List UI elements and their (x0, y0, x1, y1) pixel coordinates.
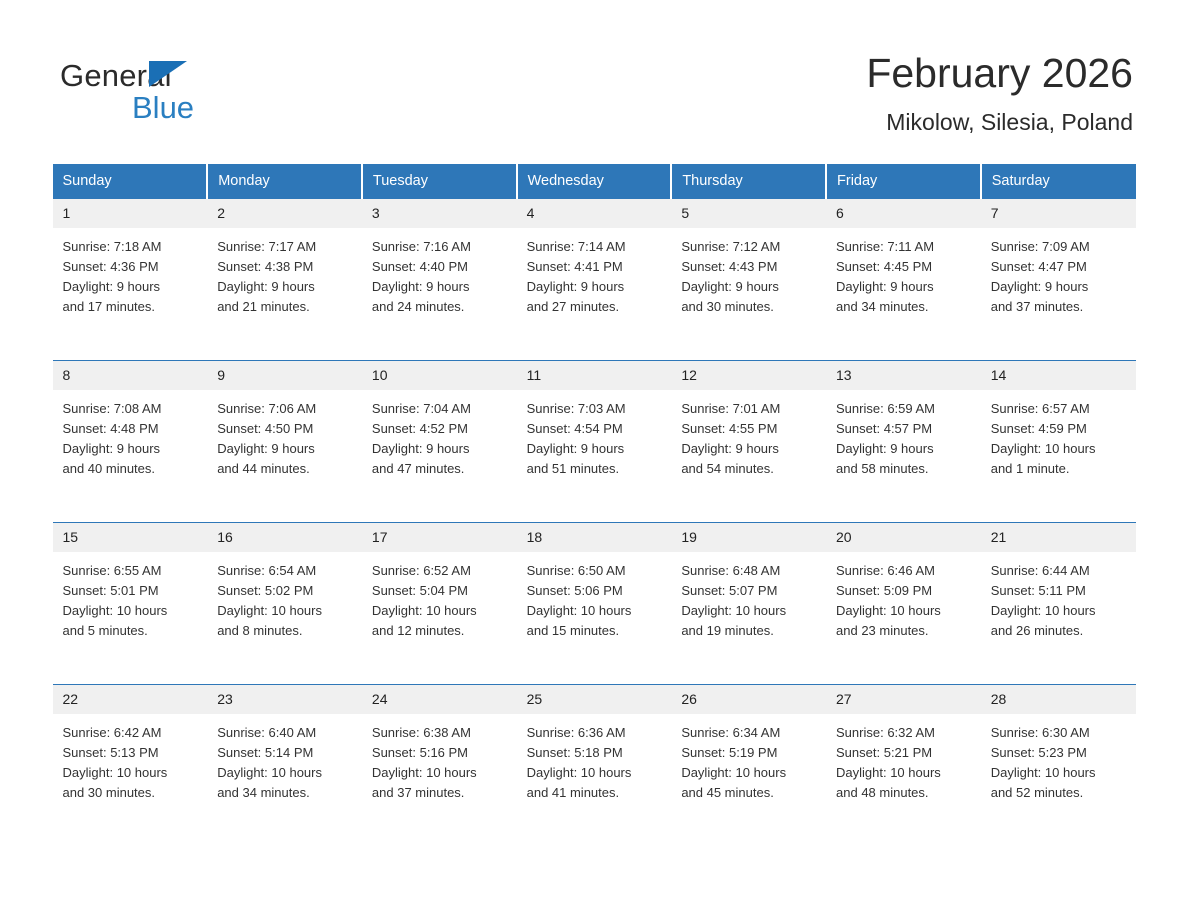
sunset-text: Sunset: 4:52 PM (371, 421, 469, 437)
calendar-week-row (53, 523, 1136, 685)
day-number: 8 (53, 361, 208, 390)
sunset-text: Sunset: 5:06 PM (526, 583, 623, 599)
sunset-text: Sunset: 5:13 PM (62, 745, 159, 761)
sunset-text: Sunset: 4:55 PM (681, 421, 778, 437)
daylight-text-line1: Daylight: 10 hours (681, 765, 787, 781)
daylight-text-line1: Daylight: 9 hours (836, 441, 934, 457)
day-details (362, 714, 517, 804)
daylight-text-line2: and 19 minutes. (681, 623, 774, 639)
daylight-text-line1: Daylight: 10 hours (62, 765, 168, 781)
calendar-day-cell (207, 361, 362, 523)
day-number: 14 (981, 361, 1136, 390)
daylight-text-line2: and 51 minutes. (526, 461, 620, 477)
day-details (362, 390, 517, 480)
day-details (207, 390, 362, 480)
daylight-text-line1: Daylight: 10 hours (990, 603, 1096, 619)
day-details (362, 228, 517, 318)
sunset-text: Sunset: 5:01 PM (62, 583, 159, 599)
calendar-day-cell (362, 361, 517, 523)
day-number: 12 (671, 361, 826, 390)
sunset-text: Sunset: 5:04 PM (371, 583, 469, 599)
day-number: 6 (826, 199, 981, 228)
calendar-day-cell (981, 199, 1136, 361)
day-details (53, 228, 208, 318)
daylight-text-line1: Daylight: 10 hours (371, 603, 477, 619)
calendar-day-cell (826, 361, 981, 523)
sunrise-text: Sunrise: 6:32 AM (836, 725, 936, 741)
daylight-text-line2: and 41 minutes. (526, 785, 620, 801)
sunset-text: Sunset: 5:02 PM (217, 583, 314, 599)
weekday-header-friday: Friday (826, 164, 981, 199)
day-number: 28 (981, 685, 1136, 714)
daylight-text-line2: and 30 minutes. (62, 785, 156, 801)
day-details (207, 714, 362, 804)
daylight-text-line1: Daylight: 9 hours (62, 279, 161, 295)
sunrise-text: Sunrise: 6:40 AM (217, 725, 317, 741)
calendar-day-cell (981, 685, 1136, 847)
sunset-text: Sunset: 4:59 PM (990, 421, 1087, 437)
day-details (826, 714, 981, 804)
calendar-day-cell (981, 523, 1136, 685)
sunrise-text: Sunrise: 7:17 AM (217, 239, 317, 255)
daylight-text-line1: Daylight: 10 hours (62, 603, 168, 619)
calendar-day-cell (53, 199, 208, 361)
daylight-text-line1: Daylight: 10 hours (836, 765, 941, 781)
day-number: 13 (826, 361, 981, 390)
daylight-text-line2: and 40 minutes. (62, 461, 156, 477)
sunrise-text: Sunrise: 6:59 AM (836, 401, 936, 417)
daylight-text-line1: Daylight: 9 hours (526, 441, 625, 457)
sunset-text: Sunset: 4:57 PM (836, 421, 933, 437)
calendar-day-cell (207, 199, 362, 361)
calendar-day-cell (53, 685, 208, 847)
calendar-day-cell (671, 685, 826, 847)
daylight-text-line1: Daylight: 10 hours (990, 765, 1096, 781)
day-number: 23 (207, 685, 362, 714)
sunset-text: Sunset: 4:45 PM (836, 259, 933, 275)
day-number: 11 (517, 361, 672, 390)
day-details (826, 228, 981, 318)
day-details (826, 390, 981, 480)
sunset-text: Sunset: 5:18 PM (526, 745, 623, 761)
sunrise-text: Sunrise: 7:18 AM (62, 239, 162, 255)
calendar-week-row (53, 199, 1136, 361)
calendar-day-cell (362, 685, 517, 847)
calendar-week-row (53, 685, 1136, 847)
sunrise-text: Sunrise: 6:36 AM (526, 725, 626, 741)
logo-flag-icon (149, 61, 187, 87)
sunset-text: Sunset: 5:23 PM (990, 745, 1087, 761)
sunrise-text: Sunrise: 6:44 AM (990, 563, 1090, 579)
sunrise-text: Sunrise: 6:57 AM (990, 401, 1090, 417)
calendar-day-cell (53, 361, 208, 523)
calendar-day-cell (53, 523, 208, 685)
weekday-header-tuesday: Tuesday (362, 164, 517, 199)
day-details (671, 552, 826, 642)
day-number: 17 (362, 523, 517, 552)
daylight-text-line1: Daylight: 9 hours (217, 441, 315, 457)
weekday-header-monday: Monday (207, 164, 362, 199)
sunrise-text: Sunrise: 7:09 AM (990, 239, 1090, 255)
sunset-text: Sunset: 5:11 PM (990, 583, 1086, 599)
day-details (517, 552, 672, 642)
daylight-text-line1: Daylight: 10 hours (836, 603, 941, 619)
weekday-header-wednesday: Wednesday (517, 164, 672, 199)
day-details (671, 390, 826, 480)
day-details (517, 390, 672, 480)
daylight-text-line1: Daylight: 10 hours (990, 441, 1096, 457)
sunset-text: Sunset: 5:19 PM (681, 745, 778, 761)
calendar-day-cell (207, 685, 362, 847)
day-number: 4 (517, 199, 672, 228)
day-details (981, 552, 1136, 642)
day-number: 20 (826, 523, 981, 552)
sunset-text: Sunset: 5:21 PM (836, 745, 933, 761)
daylight-text-line2: and 8 minutes. (217, 623, 303, 639)
calendar-day-cell (826, 685, 981, 847)
daylight-text-line2: and 37 minutes. (990, 299, 1084, 315)
day-number: 2 (207, 199, 362, 228)
generalblue-logo (57, 50, 267, 130)
daylight-text-line2: and 30 minutes. (681, 299, 774, 315)
sunrise-text: Sunrise: 7:08 AM (62, 401, 162, 417)
page-title: February 2026 (866, 50, 1133, 96)
sunset-text: Sunset: 5:16 PM (371, 745, 469, 761)
daylight-text-line2: and 26 minutes. (990, 623, 1084, 639)
daylight-text-line1: Daylight: 9 hours (371, 441, 470, 457)
daylight-text-line1: Daylight: 9 hours (526, 279, 625, 295)
sunset-text: Sunset: 4:36 PM (62, 259, 159, 275)
sunrise-text: Sunrise: 6:46 AM (836, 563, 936, 579)
logo-text-blue: Blue (132, 90, 195, 125)
calendar-day-cell (981, 361, 1136, 523)
daylight-text-line1: Daylight: 10 hours (371, 765, 477, 781)
calendar-day-cell (517, 523, 672, 685)
daylight-text-line2: and 27 minutes. (526, 299, 620, 315)
sunset-text: Sunset: 5:14 PM (217, 745, 314, 761)
daylight-text-line1: Daylight: 10 hours (526, 765, 632, 781)
day-number: 10 (362, 361, 517, 390)
daylight-text-line2: and 24 minutes. (371, 299, 465, 315)
day-number: 15 (53, 523, 208, 552)
day-details (207, 552, 362, 642)
calendar-day-cell (517, 685, 672, 847)
day-details (517, 714, 672, 804)
calendar-day-cell (826, 523, 981, 685)
calendar-week-row (53, 361, 1136, 523)
daylight-text-line1: Daylight: 9 hours (62, 441, 161, 457)
calendar-day-cell (826, 199, 981, 361)
daylight-text-line1: Daylight: 9 hours (681, 441, 779, 457)
day-details (53, 714, 208, 804)
daylight-text-line1: Daylight: 9 hours (371, 279, 470, 295)
daylight-text-line2: and 54 minutes. (681, 461, 774, 477)
calendar-day-cell (671, 199, 826, 361)
daylight-text-line1: Daylight: 10 hours (526, 603, 632, 619)
page-header (0, 0, 1188, 136)
sunrise-text: Sunrise: 7:14 AM (526, 239, 626, 255)
weekday-header-saturday: Saturday (981, 164, 1136, 199)
daylight-text-line2: and 48 minutes. (836, 785, 929, 801)
day-details (981, 390, 1136, 480)
day-number: 21 (981, 523, 1136, 552)
day-number: 22 (53, 685, 208, 714)
day-details (826, 552, 981, 642)
day-number: 18 (517, 523, 672, 552)
daylight-text-line2: and 17 minutes. (62, 299, 156, 315)
calendar-day-cell (207, 523, 362, 685)
daylight-text-line2: and 34 minutes. (217, 785, 310, 801)
sunrise-text: Sunrise: 6:50 AM (526, 563, 626, 579)
day-details (981, 714, 1136, 804)
day-number: 5 (671, 199, 826, 228)
sunrise-text: Sunrise: 7:16 AM (371, 239, 471, 255)
daylight-text-line1: Daylight: 9 hours (681, 279, 779, 295)
daylight-text-line1: Daylight: 10 hours (217, 765, 322, 781)
weekday-header-thursday: Thursday (671, 164, 826, 199)
daylight-text-line2: and 15 minutes. (526, 623, 620, 639)
daylight-text-line1: Daylight: 10 hours (681, 603, 787, 619)
daylight-text-line2: and 5 minutes. (62, 623, 148, 639)
weekday-header-sunday: Sunday (53, 164, 208, 199)
sunrise-text: Sunrise: 6:55 AM (62, 563, 162, 579)
day-number: 3 (362, 199, 517, 228)
sunrise-text: Sunrise: 7:11 AM (836, 239, 935, 255)
sunset-text: Sunset: 5:07 PM (681, 583, 778, 599)
daylight-text-line2: and 21 minutes. (217, 299, 310, 315)
day-details (671, 714, 826, 804)
daylight-text-line2: and 58 minutes. (836, 461, 929, 477)
daylight-text-line1: Daylight: 9 hours (836, 279, 934, 295)
weekday-header-row (53, 164, 1136, 199)
sunset-text: Sunset: 4:48 PM (62, 421, 159, 437)
daylight-text-line2: and 52 minutes. (990, 785, 1084, 801)
sunrise-text: Sunrise: 7:01 AM (681, 401, 781, 417)
sunrise-text: Sunrise: 7:06 AM (217, 401, 317, 417)
day-number: 9 (207, 361, 362, 390)
day-details (207, 228, 362, 318)
sunset-text: Sunset: 4:54 PM (526, 421, 623, 437)
calendar-day-cell (517, 199, 672, 361)
daylight-text-line2: and 23 minutes. (836, 623, 929, 639)
logo-text-general: General (60, 58, 172, 93)
sunset-text: Sunset: 4:41 PM (526, 259, 623, 275)
daylight-text-line2: and 37 minutes. (371, 785, 465, 801)
daylight-text-line2: and 45 minutes. (681, 785, 774, 801)
calendar-day-cell (671, 523, 826, 685)
daylight-text-line2: and 47 minutes. (371, 461, 465, 477)
daylight-text-line2: and 12 minutes. (371, 623, 465, 639)
calendar-day-cell (362, 523, 517, 685)
sunrise-text: Sunrise: 7:12 AM (681, 239, 781, 255)
day-number: 16 (207, 523, 362, 552)
day-number: 19 (671, 523, 826, 552)
day-number: 7 (981, 199, 1136, 228)
sunset-text: Sunset: 4:38 PM (217, 259, 314, 275)
sunrise-text: Sunrise: 7:04 AM (371, 401, 471, 417)
sunset-text: Sunset: 5:09 PM (836, 583, 933, 599)
sunset-text: Sunset: 4:40 PM (371, 259, 469, 275)
day-number: 27 (826, 685, 981, 714)
calendar-day-cell (362, 199, 517, 361)
day-details (362, 552, 517, 642)
sunrise-text: Sunrise: 6:54 AM (217, 563, 317, 579)
daylight-text-line2: and 44 minutes. (217, 461, 310, 477)
sunrise-text: Sunrise: 6:48 AM (681, 563, 781, 579)
day-number: 26 (671, 685, 826, 714)
sunset-text: Sunset: 4:47 PM (990, 259, 1087, 275)
day-number: 1 (53, 199, 208, 228)
day-details (981, 228, 1136, 318)
day-details (53, 552, 208, 642)
sunrise-text: Sunrise: 6:38 AM (371, 725, 471, 741)
calendar-table (53, 164, 1136, 847)
daylight-text-line2: and 1 minute. (990, 461, 1070, 477)
location-subtitle: Mikolow, Silesia, Poland (886, 109, 1133, 136)
day-details (671, 228, 826, 318)
day-number: 24 (362, 685, 517, 714)
sunrise-text: Sunrise: 7:03 AM (526, 401, 626, 417)
calendar-day-cell (671, 361, 826, 523)
daylight-text-line2: and 34 minutes. (836, 299, 929, 315)
sunset-text: Sunset: 4:43 PM (681, 259, 778, 275)
daylight-text-line1: Daylight: 9 hours (217, 279, 315, 295)
day-number: 25 (517, 685, 672, 714)
title-block (866, 50, 1133, 136)
day-details (517, 228, 672, 318)
sunrise-text: Sunrise: 6:52 AM (371, 563, 471, 579)
sunrise-text: Sunrise: 6:42 AM (62, 725, 162, 741)
sunset-text: Sunset: 4:50 PM (217, 421, 314, 437)
sunrise-text: Sunrise: 6:34 AM (681, 725, 781, 741)
calendar-day-cell (517, 361, 672, 523)
day-details (53, 390, 208, 480)
daylight-text-line1: Daylight: 9 hours (990, 279, 1089, 295)
daylight-text-line1: Daylight: 10 hours (217, 603, 322, 619)
sunrise-text: Sunrise: 6:30 AM (990, 725, 1090, 741)
